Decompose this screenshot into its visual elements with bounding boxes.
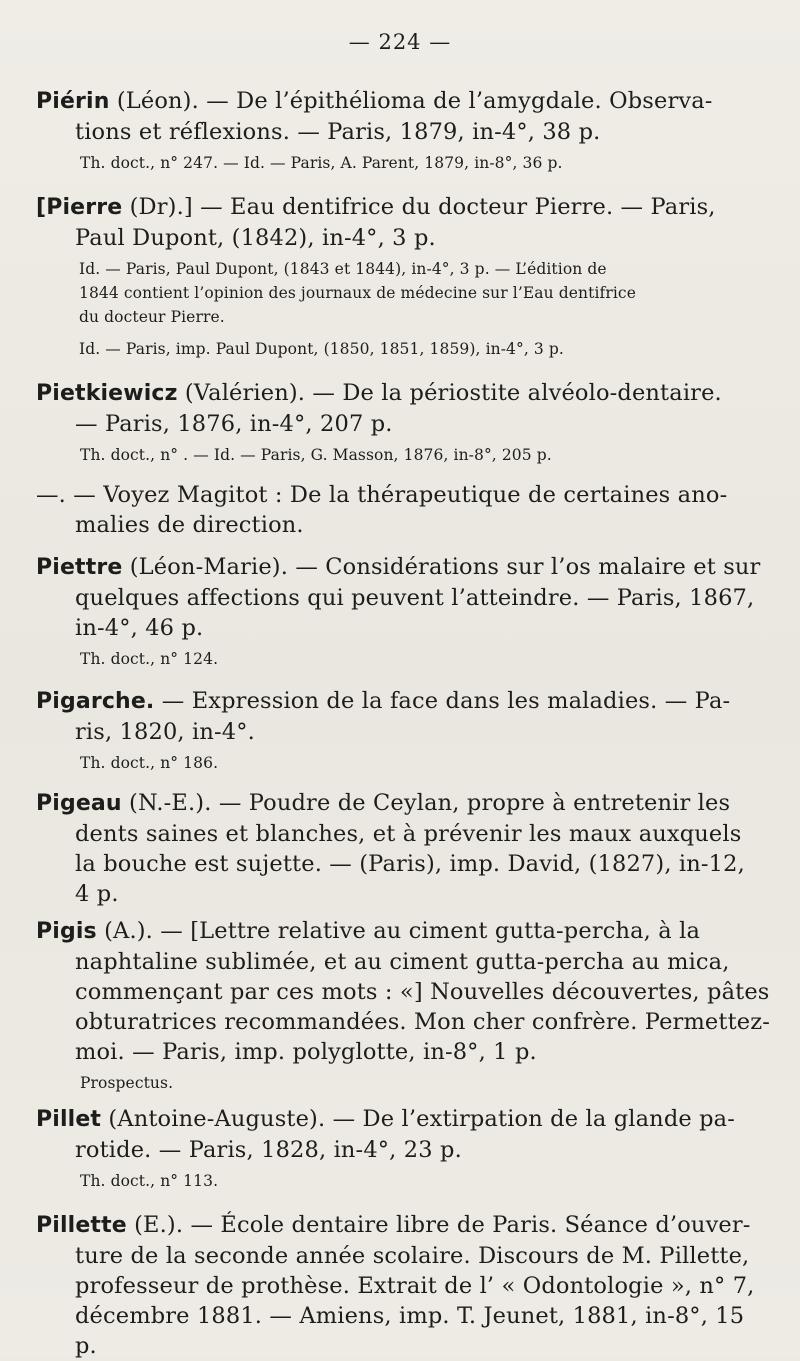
entry-body: (Valérien). — De la périostite alvéolo-dentaire. — Paris, 1876, in-4°, 207 p. (75, 380, 722, 437)
entry-note: Id. — Paris, imp. Paul Dupont, (1850, 1851, 1859), in-4°, 3 p. (79, 340, 564, 358)
entry-pigarche (36, 686, 770, 775)
entry-pillette (36, 1210, 770, 1361)
entry-note: Th. doct., n° . — Id. — Paris, G. Masson, 1876, in-8°, 205 p. (80, 446, 552, 464)
entry-body: (N.-E.). — Poudre de Ceylan, propre à entretenir les dents saines et blanches, et à prévenir les maux auxquels la bouche est sujette. — (Paris), imp. David, (1827), in-12, 4 p. (75, 790, 745, 907)
entry-body: (E.). — École dentaire libre de Paris. Séance d’ouver- ture de la seconde année scolaire. Discours de M. Pillette, professeur de prothèse. Extrait de l’ « Odontologie », n° 7, décembre 1881. — Amiens, imp. T. Jeunet, 1881, in-8°, 15 p. (75, 1212, 755, 1359)
entry-body: — Expression de la face dans les maladies. — Pa- ris, 1820, in-4°. (75, 688, 731, 745)
entry-piettre (36, 552, 770, 671)
entry-note: Th. doct., n° 247. — Id. — Paris, A. Parent, 1879, in-8°, 36 p. (80, 154, 563, 172)
entry-note: Id. — Paris, Paul Dupont, (1843 et 1844), in-4°, 3 p. — L’édition de 1844 contient l’opinion des journaux de médecine sur l’Eau dentifrice du docteur Pierre. (79, 260, 636, 326)
entry-author: Piettre (36, 555, 123, 580)
entry-body: (A.). — [Lettre relative au ciment gutta-percha, à la naphtaline sublimée, et au ciment gutta-percha au mica, commençant par ces mots : «] Nouvelles découvertes, pâtes obturatrices recommandées. Mon cher confrère. Permettez- moi. — Paris, imp. polyglotte, in-8°, 1 p. (75, 918, 771, 1065)
entry-text (36, 192, 770, 253)
entry-note: Th. doct., n° 113. (80, 1172, 219, 1190)
entry-note: Th. doct., n° 186. (80, 754, 219, 772)
entry-body: (Léon-Marie). — Considérations sur l’os malaire et sur quelques affections qui peuvent l’atteindre. — Paris, 1867, in-4°, 46 p. (75, 554, 761, 641)
entry-body: —. — Voyez Magitot : De la thérapeutique de certaines ano- malies de direction. (36, 482, 728, 538)
entry-author: Pigeau (36, 791, 122, 816)
entry-pigeau (36, 788, 770, 909)
entry-author: [Pierre (36, 195, 123, 220)
entry-author: Pigarche. (36, 689, 155, 714)
entry-text (36, 788, 770, 909)
entry-pietkiewicz (36, 378, 770, 467)
entry-body: (Dr).] — Eau dentifrice du docteur Pierre. — Paris, Paul Dupont, (1842), in-4°, 3 p. (75, 194, 716, 251)
entry-pigis (36, 916, 770, 1095)
entry-text (36, 1210, 770, 1361)
entry-pierin (36, 86, 770, 175)
entry-voyez-magitot (36, 480, 770, 540)
entry-text (36, 1104, 770, 1165)
entry-author: Piérin (36, 89, 110, 114)
entry-text (36, 686, 770, 747)
entry-pierre (36, 192, 770, 361)
entry-author: Pietkiewicz (36, 381, 178, 406)
entry-author: Pigis (36, 919, 97, 944)
entry-text (36, 552, 770, 643)
entry-pillet (36, 1104, 770, 1193)
entry-text (36, 86, 770, 147)
entry-note: Th. doct., n° 124. (80, 650, 219, 668)
entry-note: Prospectus. (80, 1074, 174, 1092)
entry-text (36, 916, 770, 1067)
entry-body: (Antoine-Auguste). — De l’extirpation de la glande pa- rotide. — Paris, 1828, in-4°, 23 p. (75, 1106, 736, 1163)
entry-text (36, 480, 770, 540)
entry-text (36, 378, 770, 439)
entry-author: Pillette (36, 1213, 127, 1238)
entry-author: Pillet (36, 1107, 102, 1132)
page-number: — 224 — (348, 30, 452, 54)
entry-body: (Léon). — De l’épithélioma de l’amygdale. Observa- tions et réflexions. — Paris, 1879, in-4°, 38 p. (75, 88, 713, 145)
